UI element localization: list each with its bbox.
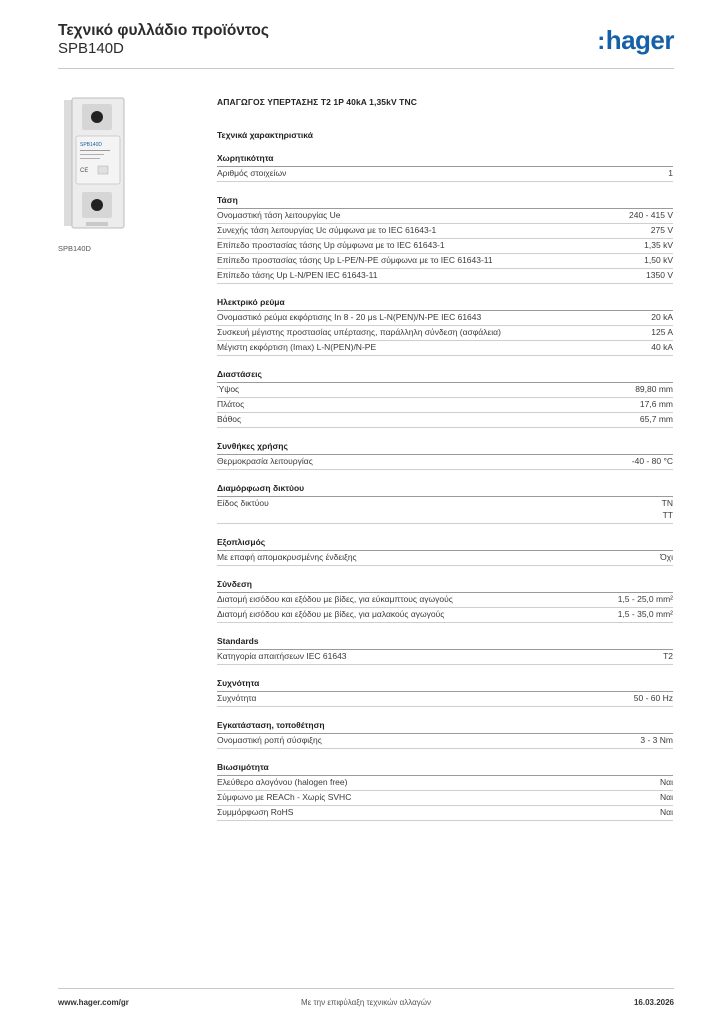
hager-logo	[597, 26, 674, 56]
group-title: Τάση	[217, 195, 673, 209]
page-header	[58, 22, 674, 58]
spec-value: 275 V	[650, 225, 673, 235]
spec-group	[217, 720, 673, 749]
spec-group	[217, 369, 673, 428]
spec-label: Σύμφωνο με REACh - Χωρίς SVHC	[217, 791, 352, 802]
header-divider	[58, 68, 674, 69]
spec-row	[217, 224, 673, 239]
group-title: Ηλεκτρικό ρεύμα	[217, 297, 673, 311]
spec-row	[217, 326, 673, 341]
spec-label: Ονομαστικό ρεύμα εκφόρτισης In 8 - 20 μs L-N(PEN)/N-PE IEC 61643	[217, 312, 482, 322]
spec-row	[217, 593, 673, 608]
group-title: Standards	[217, 636, 673, 650]
product-name: ΑΠΑΓΩΓΟΣ ΥΠΕΡΤΑΣΗΣ T2 1P 40kA 1,35kV TNC	[217, 97, 417, 107]
group-title: Διαμόρφωση δικτύου	[217, 483, 673, 497]
spec-label: Επίπεδο προστασίας τάσης Up L-PE/N-PE σύμφωνα με το IEC 61643-11	[217, 255, 493, 265]
spec-group	[217, 579, 673, 623]
group-title: Σύνδεση	[217, 579, 673, 593]
svg-text:CE: CE	[80, 168, 89, 174]
spec-group	[217, 483, 673, 524]
product-image	[58, 92, 200, 234]
spec-row	[217, 341, 673, 356]
spec-row	[217, 692, 673, 707]
spec-value: 1,5 - 35,0 mm²	[617, 608, 673, 619]
spec-row	[217, 806, 673, 821]
spec-label: Θερμοκρασία λειτουργίας	[217, 456, 313, 466]
spec-row	[217, 398, 673, 413]
group-title: Διαστάσεις	[217, 369, 673, 383]
spec-value: Ναι	[660, 776, 673, 787]
group-title: Εγκατάσταση, τοποθέτηση	[217, 720, 673, 734]
spec-label: Ελεύθερο αλογόνου (halogen free)	[217, 776, 348, 787]
spec-value: 17,6 mm	[639, 399, 673, 409]
spec-row	[217, 608, 673, 623]
logo-colon-icon: :	[597, 28, 605, 55]
spec-label: Βάθος	[217, 414, 242, 424]
spec-label: Επίπεδο προστασίας τάσης Up σύμφωνα με το IEC 61643-1	[217, 240, 445, 250]
spec-value: 20 kA	[651, 312, 673, 322]
spec-value: T2	[663, 650, 673, 661]
spec-value: 50 - 60 Hz	[633, 692, 673, 703]
spec-group	[217, 636, 673, 665]
product-code: SPB140D	[58, 40, 124, 57]
image-caption: SPB140D	[58, 244, 91, 253]
footer-divider	[58, 988, 674, 989]
spec-value: 125 A	[651, 327, 673, 337]
spec-group	[217, 153, 673, 182]
spec-label: Ύψος	[217, 384, 240, 394]
spec-group	[217, 441, 673, 470]
spec-row	[217, 650, 673, 665]
spec-group	[217, 537, 673, 566]
spec-value: 65,7 mm	[639, 414, 673, 424]
spec-group	[217, 678, 673, 707]
spec-label: Είδος δικτύου	[217, 498, 269, 508]
logo-text: hager	[605, 25, 674, 55]
spec-value: 1350 V	[646, 270, 673, 280]
spec-value: 89,80 mm	[635, 384, 673, 394]
group-title: Συχνότητα	[217, 678, 673, 692]
spec-row	[217, 239, 673, 254]
spec-label: Μέγιστη εκφόρτιση (Imax) L-N(PEN)/N-PE	[217, 342, 377, 352]
spec-row	[217, 209, 673, 224]
spec-value: TN TT	[661, 498, 673, 520]
spec-groups	[217, 153, 673, 821]
spec-label: Συνεχής τάση λειτουργίας Uc σύμφωνα με το IEC 61643-1	[217, 225, 437, 235]
group-title: Χωρητικότητα	[217, 153, 673, 167]
spec-value: 1	[668, 168, 673, 178]
spec-row	[217, 776, 673, 791]
spec-label: Με επαφή απομακρυσμένης ένδειξης	[217, 551, 357, 562]
device-label: SPB140D	[80, 142, 102, 148]
spec-row	[217, 791, 673, 806]
surge-arrester-icon	[58, 92, 200, 234]
spec-row	[217, 383, 673, 398]
spec-value: 240 - 415 V	[629, 210, 673, 220]
spec-group	[217, 762, 673, 821]
section-title: Τεχνικά χαρακτηριστικά	[217, 130, 313, 140]
spec-value: Όχι	[660, 551, 673, 562]
spec-value: Ναι	[660, 791, 673, 802]
spec-row	[217, 497, 673, 524]
spec-value: 1,35 kV	[644, 240, 673, 250]
spec-row	[217, 551, 673, 566]
spec-value: 40 kA	[651, 342, 673, 352]
spec-row	[217, 734, 673, 749]
spec-value: Ναι	[660, 806, 673, 817]
spec-value: 3 - 3 Nm	[640, 734, 673, 745]
spec-label: Ονομαστική τάση λειτουργίας Ue	[217, 210, 341, 220]
spec-row	[217, 269, 673, 284]
spec-label: Πλάτος	[217, 399, 245, 409]
spec-label: Διατομή εισόδου και εξόδου με βίδες, για μαλακούς αγωγούς	[217, 608, 445, 619]
spec-label: Συχνότητα	[217, 692, 257, 703]
document-title: Τεχνικό φυλλάδιο προϊόντος	[58, 22, 269, 39]
website-url[interactable]: www.hager.com/gr	[58, 998, 129, 1007]
spec-row	[217, 311, 673, 326]
spec-row	[217, 167, 673, 182]
spec-value: -40 - 80 °C	[631, 456, 673, 466]
spec-label: Συσκευή μέγιστης προστασίας υπέρτασης, παράλληλη σύνδεση (ασφάλεια)	[217, 327, 501, 337]
spec-label: Διατομή εισόδου και εξόδου με βίδες, για εύκαμπτους αγωγούς	[217, 593, 453, 604]
spec-row	[217, 455, 673, 470]
spec-label: Συμμόρφωση RoHS	[217, 806, 294, 817]
spec-group	[217, 297, 673, 356]
spec-row	[217, 254, 673, 269]
group-title: Συνθήκες χρήσης	[217, 441, 673, 455]
disclaimer-note: Με την επιφύλαξη τεχνικών αλλαγών	[301, 998, 431, 1007]
spec-label: Ονομαστική ροπή σύσφιξης	[217, 734, 322, 745]
spec-value: 1,5 - 25,0 mm²	[617, 593, 673, 604]
spec-group	[217, 195, 673, 284]
spec-value: 1,50 kV	[644, 255, 673, 265]
spec-label: Επίπεδο τάσης Up L-N/PEN IEC 61643-11	[217, 270, 378, 280]
group-title: Βιωσιμότητα	[217, 762, 673, 776]
group-title: Εξοπλισμός	[217, 537, 673, 551]
spec-row	[217, 413, 673, 428]
document-date: 16.03.2026	[633, 998, 674, 1007]
specification-sheet	[217, 97, 673, 821]
spec-label: Αριθμός στοιχείων	[217, 168, 287, 178]
spec-label: Κατηγορία απαιτήσεων IEC 61643	[217, 650, 347, 661]
